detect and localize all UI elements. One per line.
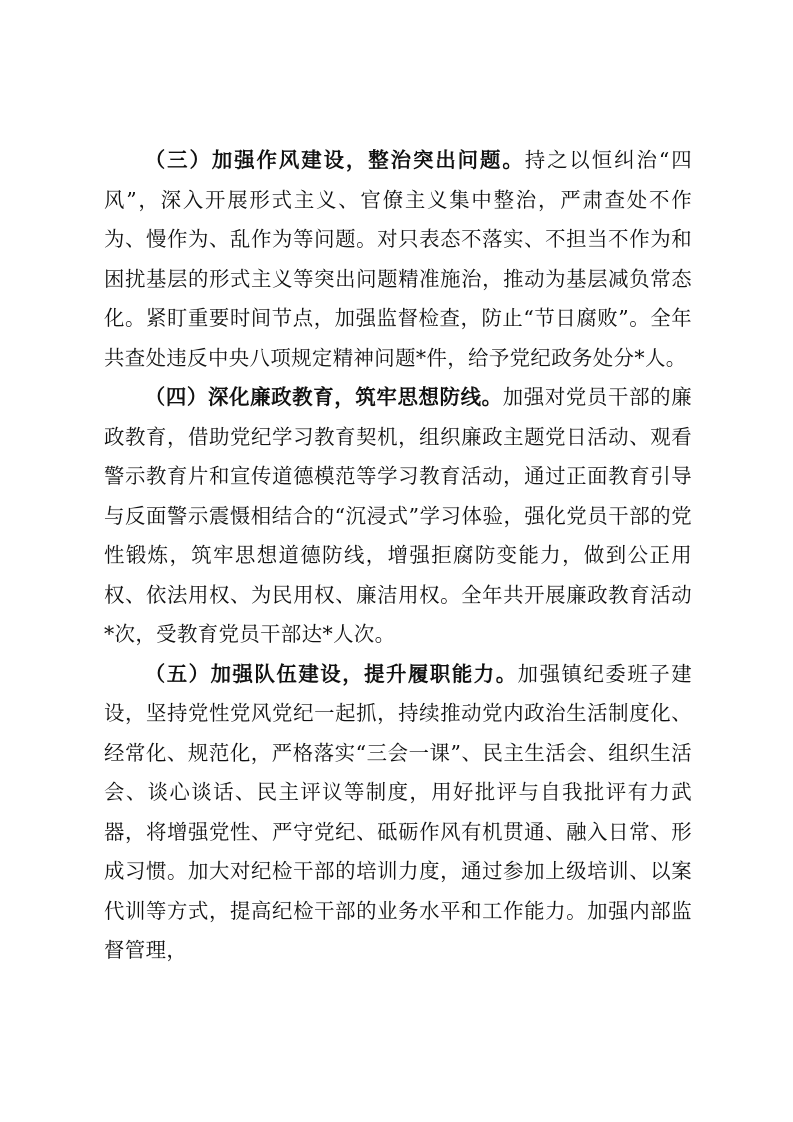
paragraph-section-3 [104,141,692,378]
document-body [104,141,692,971]
paragraph-section-5 [104,655,692,971]
section-heading: （五）加强队伍建设，提升履职能力。 [144,661,518,686]
section-body: 加强镇纪委班子建设，坚持党性党风党纪一起抓，持续推动党内政治生活制度化、经常化、规范化，严格落实“三会一课”、民主生活会、组织生活会、谈心谈话、民主评议等制度，用好批评与自我批评有力武器，将增强党性、严守党纪、砥砺作风有机贯通、融入日常、形成习惯。加大对纪检干部的培训力度，通过参加上级培训、以案代训等方式，提高纪检干部的业务水平和工作能力。加强内部监督管理， [104,661,692,962]
section-heading: （四）深化廉政教育，筑牢思想防线。 [144,385,503,409]
section-body: 持之以恒纠治“四风”，深入开展形式主义、官僚主义集中整治，严肃查处不作为、慢作为、乱作为等问题。对只表态不落实、不担当不作为和困扰基层的形式主义等突出问题精准施治，推动为基层减负常态化。紧盯重要时间节点，加强监督检查，防止“节日腐败”。全年共查处违反中央八项规定精神问题*件，给予党纪政务处分*人。 [104,148,692,370]
section-heading: （三）加强作风建设，整治突出问题。 [144,148,525,172]
section-body: 加强对党员干部的廉政教育，借助党纪学习教育契机，组织廉政主题党日活动、观看警示教育片和宣传道德模范等学习教育活动，通过正面教育引导与反面警示震慑相结合的“沉浸式”学习体验，强化党员干部的党性锻炼，筑牢思想道德防线，增强拒腐防变能力，做到公正用权、依法用权、为民用权、廉洁用权。全年共开展廉政教育活动*次，受教育党员干部达*人次。 [104,385,692,646]
paragraph-section-4 [104,378,692,655]
